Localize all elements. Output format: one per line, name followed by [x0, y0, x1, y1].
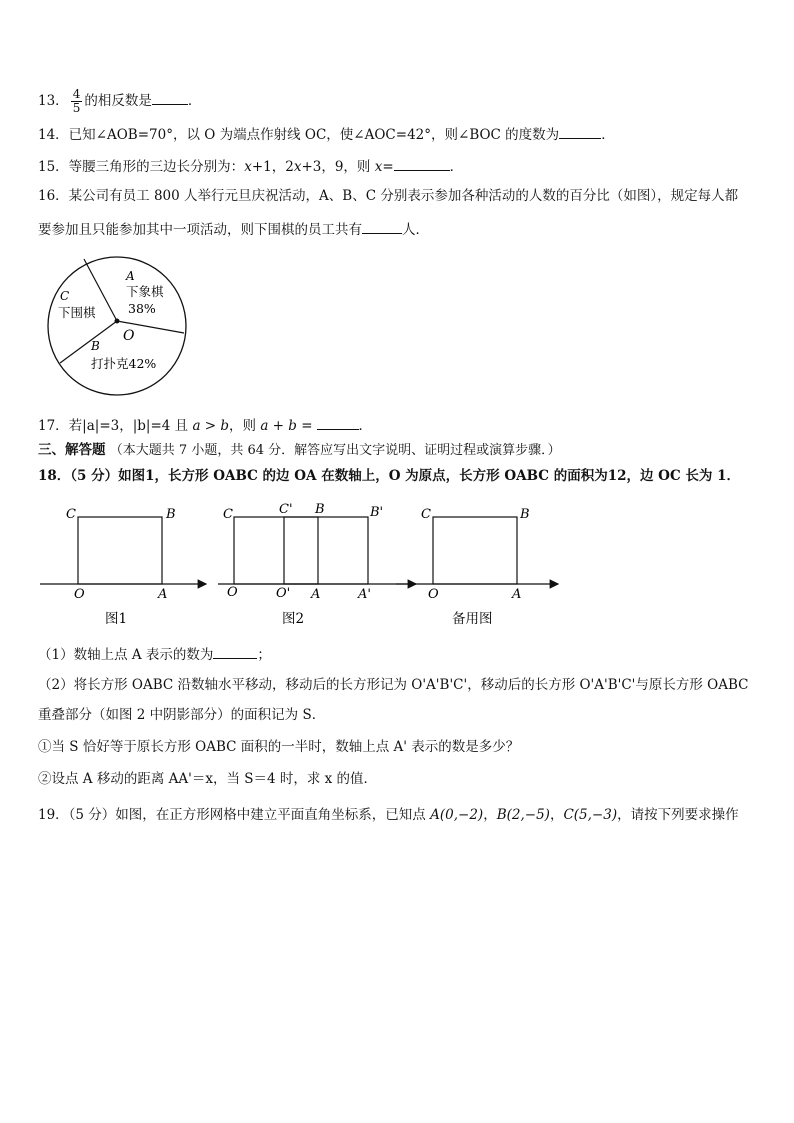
punctuation: ．: [601, 127, 615, 143]
question-text: 的相反数是: [84, 93, 152, 109]
point-a-coord: A(0,−2): [430, 807, 484, 823]
variable: x: [374, 159, 383, 175]
figure-caption: 备用图: [452, 611, 493, 627]
question-18-part-2-line-1: [38, 676, 749, 694]
fraction-numerator: 4: [72, 87, 81, 101]
punctuation: ．: [449, 159, 464, 175]
point-label-b-prime: B': [370, 505, 384, 520]
question-text: +1，2: [251, 159, 294, 175]
rectangle-oabc: [433, 517, 517, 584]
separator: ，: [483, 807, 497, 823]
pie-label-c-letter: C: [60, 289, 70, 303]
question-17: [38, 415, 372, 435]
question-14: [38, 124, 615, 144]
section-3-heading: [38, 441, 561, 460]
question-text: 16．某公司有员工 800 人举行元旦庆祝活动，A、B、C 分别表示参加各种活动的人数的百分比（如图），规定每人都: [38, 188, 739, 204]
figure-1: [40, 507, 206, 627]
variable: x: [293, 159, 302, 175]
question-text: 14．已知∠AOB=70°，以 O 为端点作射线 OC，使∠AOC=42°，则∠BOC 的度数为: [38, 127, 560, 143]
question-text: （1）数轴上点 A 表示的数为: [38, 647, 214, 663]
question-text: 重叠部分（如图 2 中阴影部分）的面积记为 S．: [38, 707, 326, 723]
point-label-o: O: [227, 585, 238, 600]
punctuation: ．: [187, 93, 202, 109]
question-13: [38, 88, 201, 115]
rectangle-oabc: [78, 517, 162, 584]
point-label-b: B: [520, 507, 530, 522]
pie-label-c-name: 下围棋: [58, 305, 96, 320]
pie-label-a-name: 下象棋: [126, 284, 164, 299]
point-b-coord: B(2,−5): [496, 807, 550, 823]
pie-center-dot: [115, 319, 120, 324]
question-number: 13．: [38, 93, 69, 109]
figure-caption: 图1: [105, 611, 128, 627]
punctuation: ．: [358, 418, 373, 434]
math-condition: a > b: [192, 418, 230, 434]
punctuation: 人．: [402, 222, 429, 238]
math-expression: a + b =: [260, 418, 313, 434]
section-title: 三、解答题: [38, 442, 106, 458]
point-label-b: B: [166, 507, 176, 522]
question-text: ，则: [229, 418, 261, 434]
point-label-a-prime: A': [358, 587, 371, 602]
answer-blank[interactable]: [317, 415, 359, 430]
answer-blank[interactable]: [152, 90, 188, 105]
point-label-b: B: [315, 502, 325, 517]
figure-2: [218, 502, 416, 627]
pie-center-label: O: [123, 328, 135, 344]
question-18-part-2-line-2: [38, 706, 325, 724]
fraction: [71, 88, 83, 115]
pie-label-a-pct: 38%: [128, 301, 156, 316]
section-note: （本大题共 7 小题，共 64 分．解答应写出文字说明、证明过程或演算步骤．）: [109, 443, 561, 458]
question-text: 15．等腰三角形的三边长分别为：: [38, 159, 245, 175]
point-label-o-prime: O': [276, 586, 291, 601]
question-18-figures: [38, 500, 568, 632]
question-text: ①当 S 恰好等于原长方形 OABC 面积的一半时，数轴上点 A' 表示的数是多少？: [38, 739, 520, 755]
question-16-line-2: [38, 219, 429, 239]
answer-blank[interactable]: [362, 219, 402, 234]
rectangle-oabc: [234, 517, 318, 584]
answer-blank[interactable]: [213, 644, 257, 659]
question-text: +3，9，则: [301, 159, 375, 175]
point-label-o: O: [428, 587, 439, 602]
point-label-o: O: [74, 587, 85, 602]
fraction-denominator: 5: [72, 101, 81, 115]
pie-circle: [48, 257, 186, 395]
question-text: =: [382, 159, 394, 175]
point-label-c: C: [66, 507, 76, 522]
point-label-c: C: [223, 507, 233, 522]
question-19: [38, 806, 739, 824]
question-18-part-1: [38, 644, 271, 664]
question-text: 要参加且只能参加其中一项活动，则下围棋的员工共有: [38, 222, 362, 238]
figure-3: [396, 507, 558, 627]
question-16-line-1: [38, 187, 738, 205]
point-label-c: C: [421, 507, 431, 522]
variable: x: [244, 159, 252, 175]
answer-blank[interactable]: [559, 124, 601, 139]
question-text: 17．若|a|=3，|b|=4 且: [38, 418, 193, 434]
pie-label-b-letter: B: [91, 339, 100, 353]
question-18-part-2-ii: [38, 770, 377, 788]
figure-caption: 图2: [282, 611, 305, 627]
question-text: 19．（5 分）如图，在正方形网格中建立平面直角坐标系，已知点: [38, 807, 431, 823]
point-label-c-prime: C': [279, 502, 293, 517]
answer-blank[interactable]: [394, 156, 450, 171]
point-label-a: A: [158, 587, 168, 602]
question-text: 18．（5 分）如图1，长方形 OABC 的边 OA 在数轴上，O 为原点，长方形 OABC 的面积为12，边 OC 长为 1．: [38, 468, 740, 484]
point-c-coord: C(5,−3): [563, 807, 618, 823]
point-label-a: A: [512, 587, 522, 602]
question-15: [38, 156, 463, 176]
point-label-a: A: [311, 587, 321, 602]
question-18-stem: [38, 467, 740, 485]
question-18-part-2-i: [38, 738, 519, 756]
rectangle-oabc-moved: [284, 517, 368, 584]
question-text: ，请按下列要求操作: [617, 807, 739, 823]
question-text: ②设点 A 移动的距离 AA'＝x，当 S＝4 时，求 x 的值．: [38, 771, 378, 787]
punctuation: ；: [257, 647, 271, 663]
pie-label-b-text: 打扑克42%: [91, 356, 157, 371]
pie-label-a-letter: A: [126, 269, 135, 283]
pie-chart-figure: [44, 253, 190, 399]
separator: ，: [549, 807, 564, 823]
question-text: （2）将长方形 OABC 沿数轴水平移动，移动后的长方形记为 O'A'B'C'，移动后的长方形 O'A'B'C'与原长方形 OABC: [38, 677, 749, 693]
